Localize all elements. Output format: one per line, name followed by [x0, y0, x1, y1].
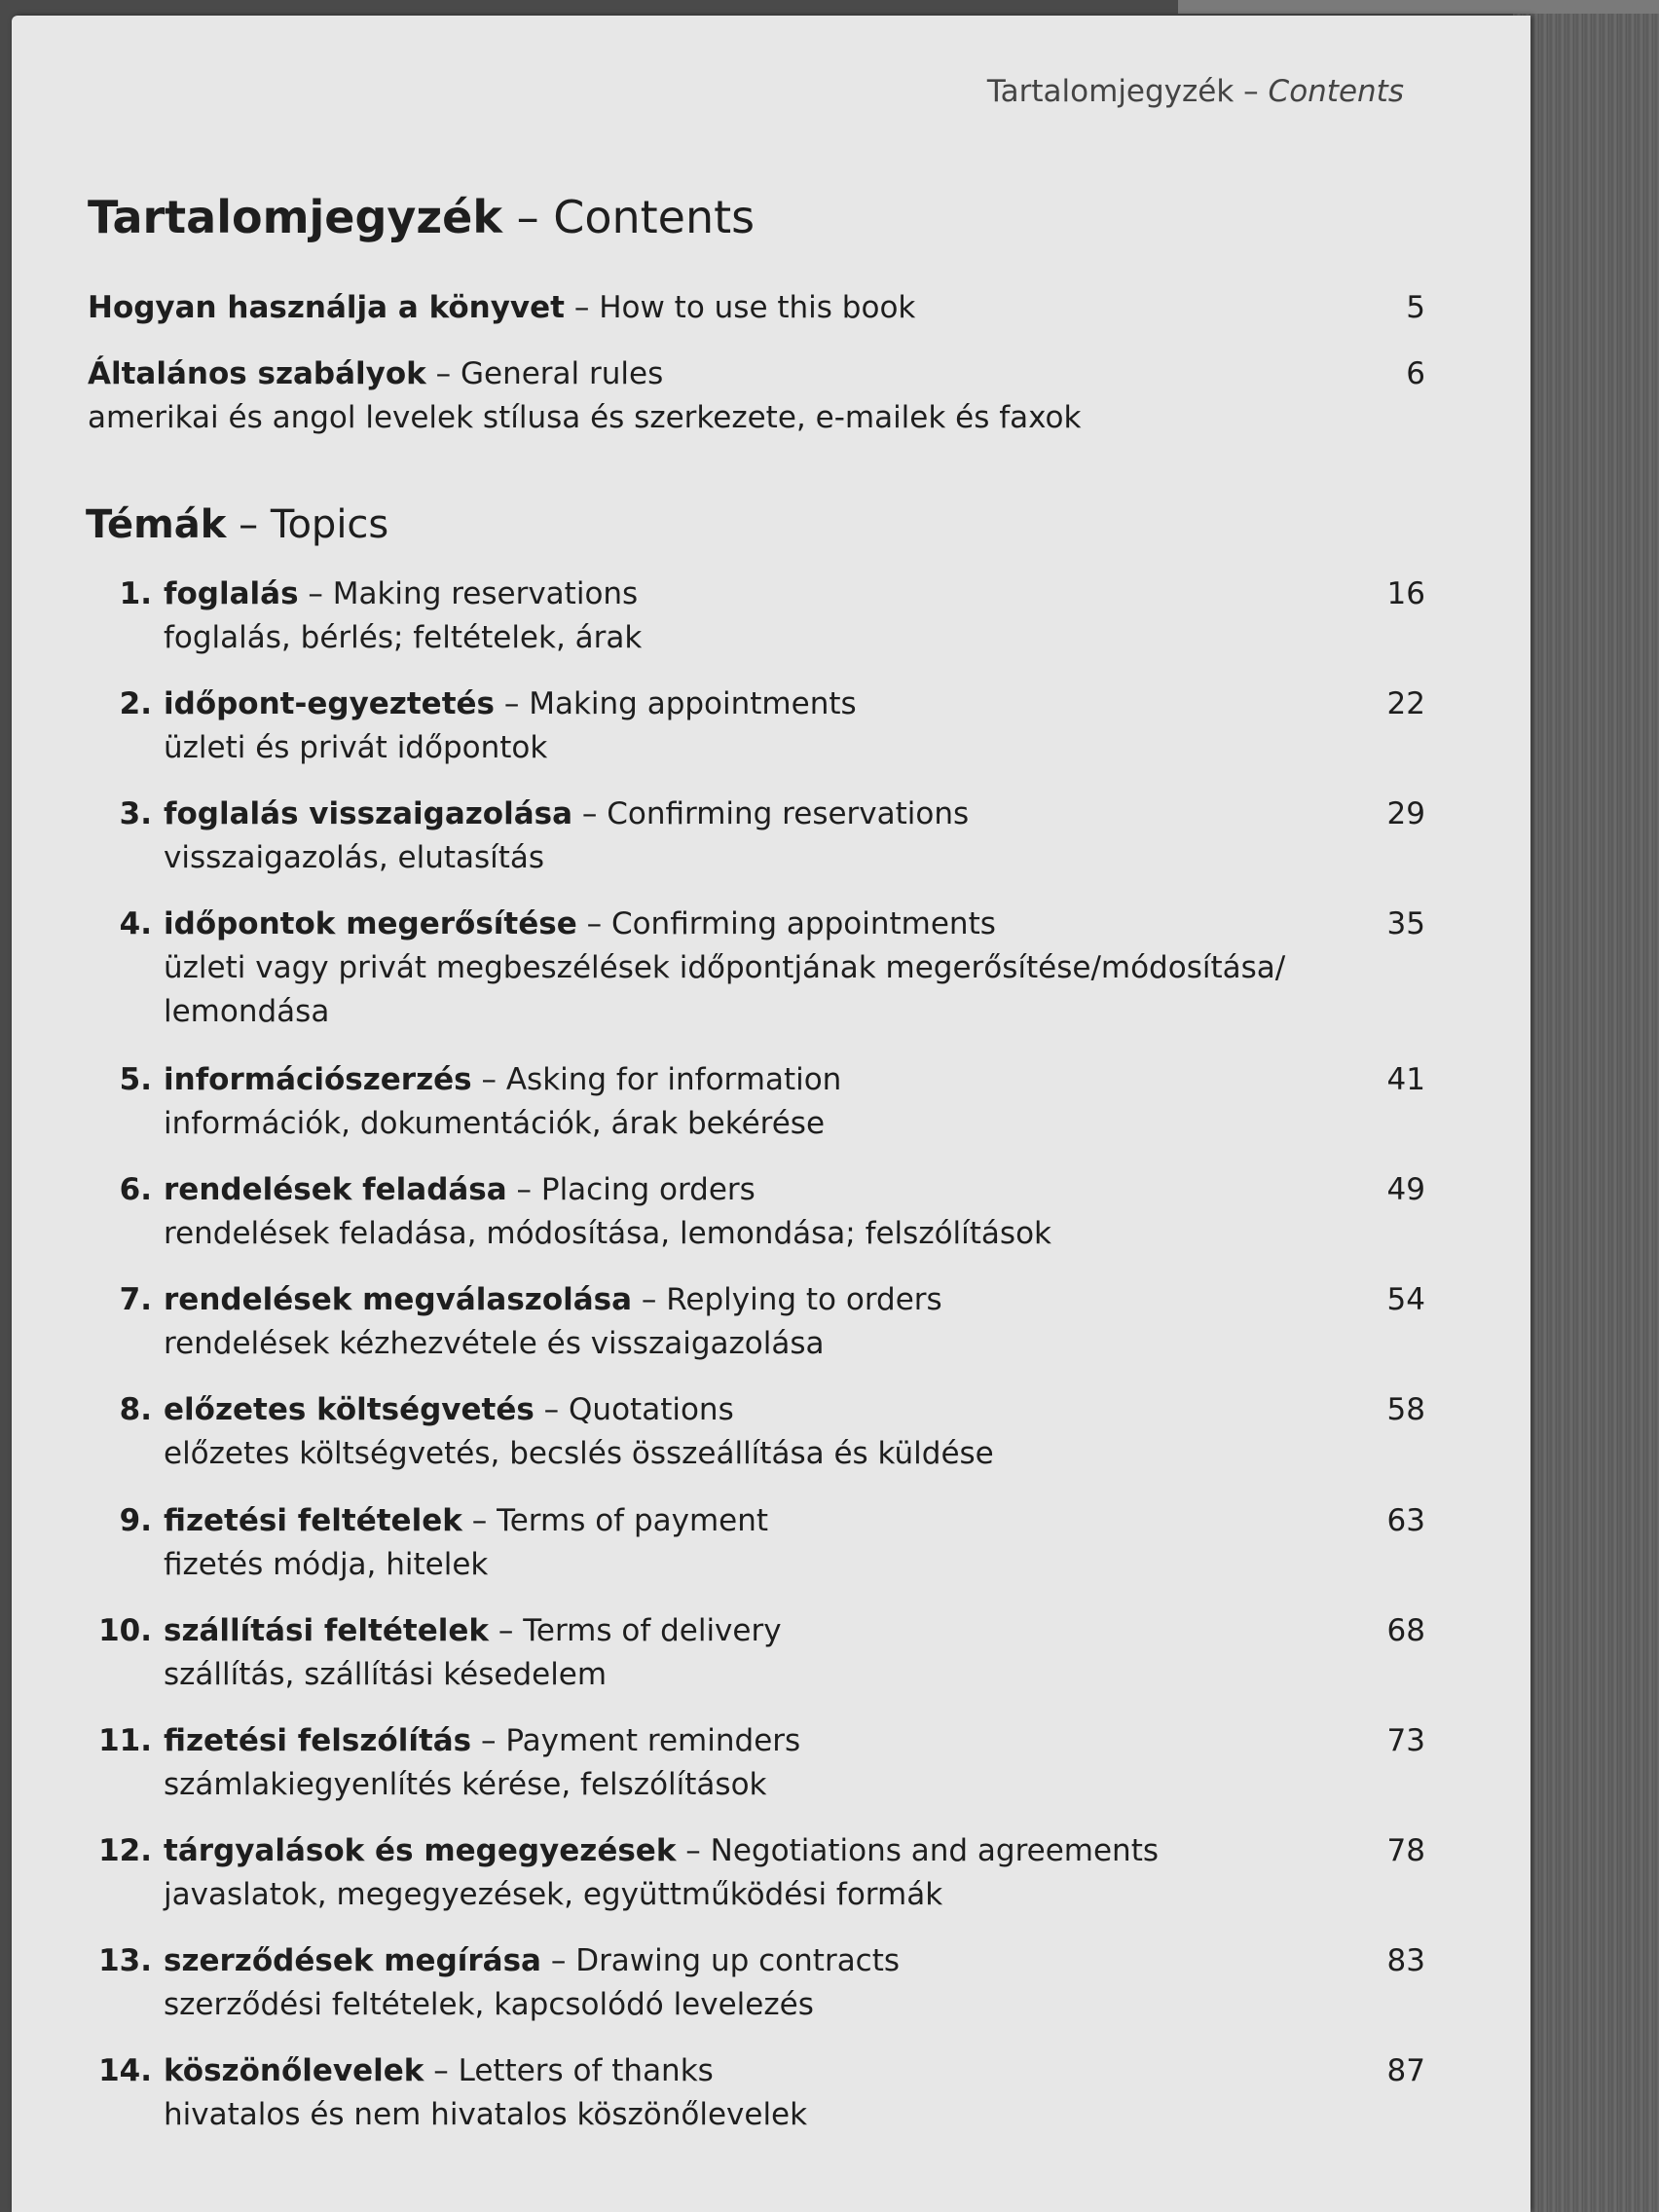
toc-entry-description: számlakiegyenlítés kérése, felszólítások: [164, 1767, 767, 1802]
toc-entry-general[interactable]: Hogyan használja a könyvet – How to use this book 5: [88, 286, 1425, 330]
toc-entry-description: rendelések kézhezvétele és visszaigazolása: [164, 1326, 825, 1361]
toc-entry-description: fizetés módja, hitelek: [164, 1547, 489, 1582]
entry-number: 10.: [98, 1613, 152, 1648]
toc-entry[interactable]: 10. szállítási feltételek – Terms of delivery 68 szállítás, szállítási késedelem: [88, 1609, 1425, 1697]
page-number: 35: [1386, 906, 1425, 941]
entry-number: 5.: [119, 1062, 152, 1097]
toc-entry-description: üzleti és privát időpontok: [164, 730, 548, 765]
page-number: 63: [1386, 1503, 1425, 1538]
page-number: 41: [1386, 1062, 1425, 1097]
page-number: 6: [1406, 356, 1425, 391]
page-number: 16: [1386, 576, 1425, 611]
entry-number: 3.: [119, 796, 152, 831]
entry-number: 13.: [98, 1943, 152, 1978]
toc-entry-description: előzetes költségvetés, becslés összeállítása és küldése: [164, 1436, 994, 1471]
entry-number: 7.: [119, 1282, 152, 1317]
entry-number: 9.: [119, 1503, 152, 1538]
toc-entry[interactable]: 9. fizetési feltételek – Terms of payment 63 fizetés módja, hitelek: [88, 1499, 1425, 1587]
background-band: [1178, 0, 1659, 14]
entry-number: 8.: [119, 1392, 152, 1427]
page-number: 73: [1386, 1723, 1425, 1758]
page-number: 83: [1386, 1943, 1425, 1978]
toc-entry[interactable]: 2. időpont-egyeztetés – Making appointments 22 üzleti és privát időpontok: [88, 682, 1425, 770]
toc-entry-general[interactable]: Általános szabályok – General rules 6 amerikai és angol levelek stílusa és szerkezete, e-mailek és faxok: [88, 352, 1425, 440]
toc-entry[interactable]: 12. tárgyalások és megegyezések – Negotiations and agreements 78 javaslatok, megegyezések, együttműködési formák: [88, 1829, 1425, 1917]
toc-entry-description: foglalás, bérlés; feltételek, árak: [164, 620, 643, 655]
entry-number: 14.: [98, 2053, 152, 2088]
section-heading-topics: Témák – Topics: [86, 502, 389, 547]
toc-entry[interactable]: 4. időpontok megerősítése – Confirming appointments 35 üzleti vagy privát megbeszélések időpontjának megerősítése/módosítása/ lemondása: [88, 903, 1425, 1034]
page-number: 87: [1386, 2053, 1425, 2088]
toc-entry[interactable]: 8. előzetes költségvetés – Quotations 58 előzetes költségvetés, becslés összeállítása és küldése: [88, 1388, 1425, 1476]
toc-entry[interactable]: 1. foglalás – Making reservations 16 foglalás, bérlés; feltételek, árak: [88, 572, 1425, 660]
toc-entry[interactable]: 11. fizetési felszólítás – Payment reminders 73 számlakiegyenlítés kérése, felszólítások: [88, 1719, 1425, 1807]
background-texture: [1513, 0, 1659, 2212]
toc-entry-description: szerződési feltételek, kapcsolódó levelezés: [164, 1987, 814, 2022]
toc-entry[interactable]: 14. köszönőlevelek – Letters of thanks 87 hivatalos és nem hivatalos köszönőlevelek: [88, 2049, 1425, 2137]
running-head: Tartalomjegyzék – Contents: [986, 74, 1404, 109]
page-number: 54: [1386, 1282, 1425, 1317]
toc-entry[interactable]: 13. szerződések megírása – Drawing up contracts 83 szerződési feltételek, kapcsolódó levelezés: [88, 1939, 1425, 2027]
toc-entry-description: hivatalos és nem hivatalos köszönőlevelek: [164, 2097, 808, 2132]
toc-entry-description: üzleti vagy privát megbeszélések időpontjának megerősítése/módosítása/ lemondása: [164, 950, 1286, 1029]
entry-number: 4.: [119, 906, 152, 941]
page-number: 29: [1386, 796, 1425, 831]
page-number: 78: [1386, 1833, 1425, 1868]
entry-number: 11.: [98, 1723, 152, 1758]
toc-entry[interactable]: 5. információszerzés – Asking for information 41 információk, dokumentációk, árak bekérése: [88, 1058, 1425, 1146]
page-number: 22: [1386, 686, 1425, 721]
toc-entry-description: javaslatok, megegyezések, együttműködési formák: [164, 1877, 943, 1912]
page-number: 68: [1386, 1613, 1425, 1648]
toc-entry-description: rendelések feladása, módosítása, lemondása; felszólítások: [164, 1216, 1052, 1251]
page-title: Tartalomjegyzék – Contents: [88, 191, 756, 243]
entry-number: 12.: [98, 1833, 152, 1868]
entry-number: 1.: [119, 576, 152, 611]
book-page: [12, 16, 1530, 2212]
toc-entry[interactable]: 3. foglalás visszaigazolása – Confirming reservations 29 visszaigazolás, elutasítás: [88, 793, 1425, 880]
page-number: 5: [1406, 290, 1425, 325]
toc-entry[interactable]: 7. rendelések megválaszolása – Replying to orders 54 rendelések kézhezvétele és visszaigazolása: [88, 1278, 1425, 1366]
entry-number: 2.: [119, 686, 152, 721]
page-number: 58: [1386, 1392, 1425, 1427]
entry-number: 6.: [119, 1172, 152, 1207]
toc-entry-description: szállítás, szállítási késedelem: [164, 1657, 608, 1692]
toc-entry-description: információk, dokumentációk, árak bekérése: [164, 1106, 826, 1141]
toc-entry[interactable]: 6. rendelések feladása – Placing orders 49 rendelések feladása, módosítása, lemondása; felszólítások: [88, 1168, 1425, 1256]
page-number: 49: [1386, 1172, 1425, 1207]
toc-entry-description: visszaigazolás, elutasítás: [164, 840, 545, 875]
toc-entry-description: amerikai és angol levelek stílusa és szerkezete, e-mailek és faxok: [88, 400, 1082, 435]
